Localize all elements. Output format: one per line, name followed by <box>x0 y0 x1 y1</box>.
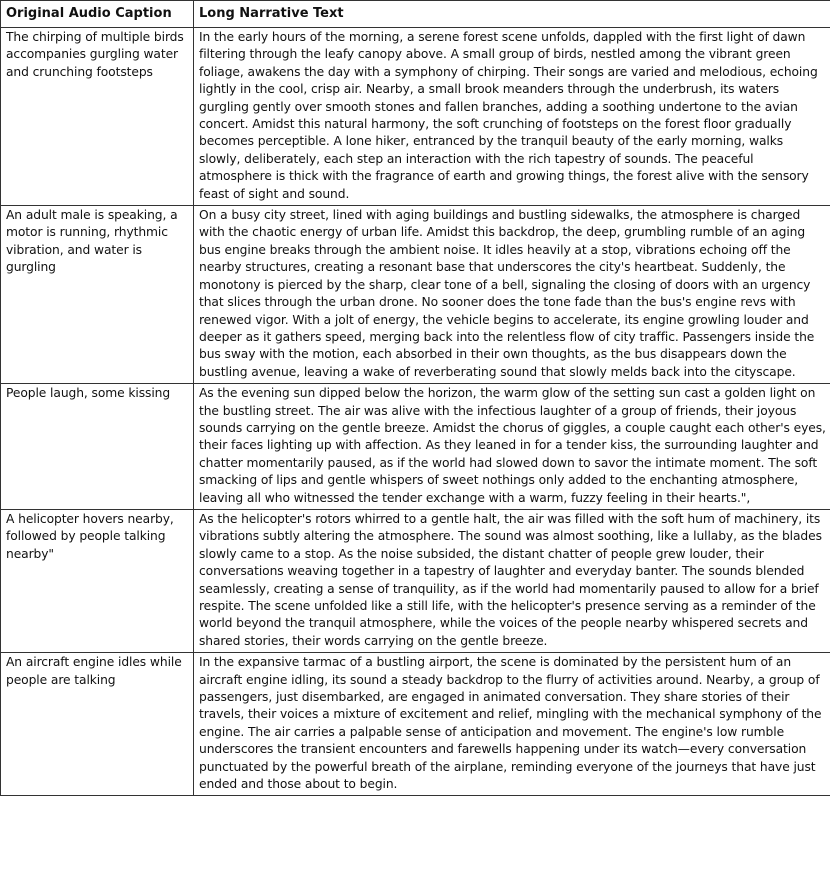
narrative-cell: On a busy city street, lined with aging buildings and bustling sidewalks, the atmosphere is charged with the chaotic energy of urban life. Amidst this backdrop, the deep, grumbling rumble of an aging bus engine breaks through the ambient noise. It idles heavily at a stop, vibrations echoing off the nearby structures, creating a resonant base that underscores the city's heartbeat. Suddenly, the monotony is pierced by the sharp, clear tone of a bell, signaling the closing of doors with an urgency that slices through the urban drone. No sooner does the tone fade than the bus's engine revs with renewed vigor. With a jolt of energy, the vehicle begins to accelerate, its engine growling louder and deeper as it gathers speed, merging back into the relentless flow of city traffic. Passengers inside the bus sway with the motion, each absorbed in their own thoughts, as the bus disappears down the bustling avenue, leaving a wake of reverberating sound that slowly melds back into the cityscape. <box>194 206 830 384</box>
caption-cell: An adult male is speaking, a motor is running, rhythmic vibration, and water is gurgling <box>1 206 194 384</box>
caption-cell: An aircraft engine idles while people are talking <box>1 653 194 796</box>
caption-cell: The chirping of multiple birds accompanies gurgling water and crunching footsteps <box>1 28 194 206</box>
caption-cell: People laugh, some kissing <box>1 384 194 510</box>
table-row <box>1 653 830 796</box>
narrative-cell: As the helicopter's rotors whirred to a gentle halt, the air was filled with the soft hum of machinery, its vibrations subtly altering the atmosphere. The sound was almost soothing, like a lullaby, as the blades slowly came to a stop. As the noise subsided, the distant chatter of people grew louder, their conversations weaving together in a tapestry of laughter and everyday banter. The sounds blended seamlessly, creating a sense of tranquility, as if the world had momentarily paused to allow for a brief respite. The scene unfolded like a still life, with the helicopter's presence serving as a reminder of the world beyond the tranquil atmosphere, while the voices of the people nearby whispered secrets and shared stories, their words carrying on the gentle breeze. <box>194 509 830 652</box>
narrative-cell: In the early hours of the morning, a serene forest scene unfolds, dappled with the first light of dawn filtering through the leafy canopy above. A small group of birds, nestled among the vibrant green foliage, awakens the day with a symphony of chirping. Their songs are varied and melodious, echoing lightly in the cool, crisp air. Nearby, a small brook meanders through the underbrush, its waters gurgling gently over smooth stones and fallen branches, adding a soothing undertone to the avian concert. Amidst this natural harmony, the soft crunching of footsteps on the forest floor gradually becomes perceptible. A lone hiker, entranced by the tranquil beauty of the early morning, walks slowly, deliberately, each step an interaction with the rich tapestry of sounds. The peaceful atmosphere is thick with the fragrance of earth and growing things, the forest alive with the sensory feast of sight and sound. <box>194 28 830 206</box>
header-original-audio-caption: Original Audio Caption <box>1 1 194 28</box>
table-row <box>1 509 830 652</box>
header-row <box>1 1 830 28</box>
narrative-cell: As the evening sun dipped below the horizon, the warm glow of the setting sun cast a golden light on the bustling street. The air was alive with the infectious laughter of a group of friends, their joyous sounds carrying on the gentle breeze. Amidst the chorus of giggles, a couple caught each other's eyes, their faces lighting up with affection. As they leaned in for a tender kiss, the surrounding laughter and chatter momentarily paused, as if the world had slowed down to savor the intimate moment. The soft smacking of lips and gentle whispers of sweet nothings only added to the enchanting atmosphere, leaving all who witnessed the tender exchange with a warm, fuzzy feeling in their hearts.", <box>194 384 830 510</box>
table-row <box>1 206 830 384</box>
narrative-cell: In the expansive tarmac of a bustling airport, the scene is dominated by the persistent hum of an aircraft engine idling, its sound a steady backdrop to the flurry of activities around. Nearby, a group of passengers, just disembarked, are engaged in animated conversation. They share stories of their travels, their voices a mixture of excitement and relief, mingling with the mechanical symphony of the engine. The air carries a palpable sense of anticipation and movement. The engine's low rumble underscores the transient encounters and farewells happening under its watch—every conversation punctuated by the powerful breath of the airplane, reminding everyone of the journeys that have just ended and those about to begin. <box>194 653 830 796</box>
table-row <box>1 384 830 510</box>
header-long-narrative-text: Long Narrative Text <box>194 1 830 28</box>
caption-cell: A helicopter hovers nearby, followed by people talking nearby" <box>1 509 194 652</box>
table-row <box>1 28 830 206</box>
